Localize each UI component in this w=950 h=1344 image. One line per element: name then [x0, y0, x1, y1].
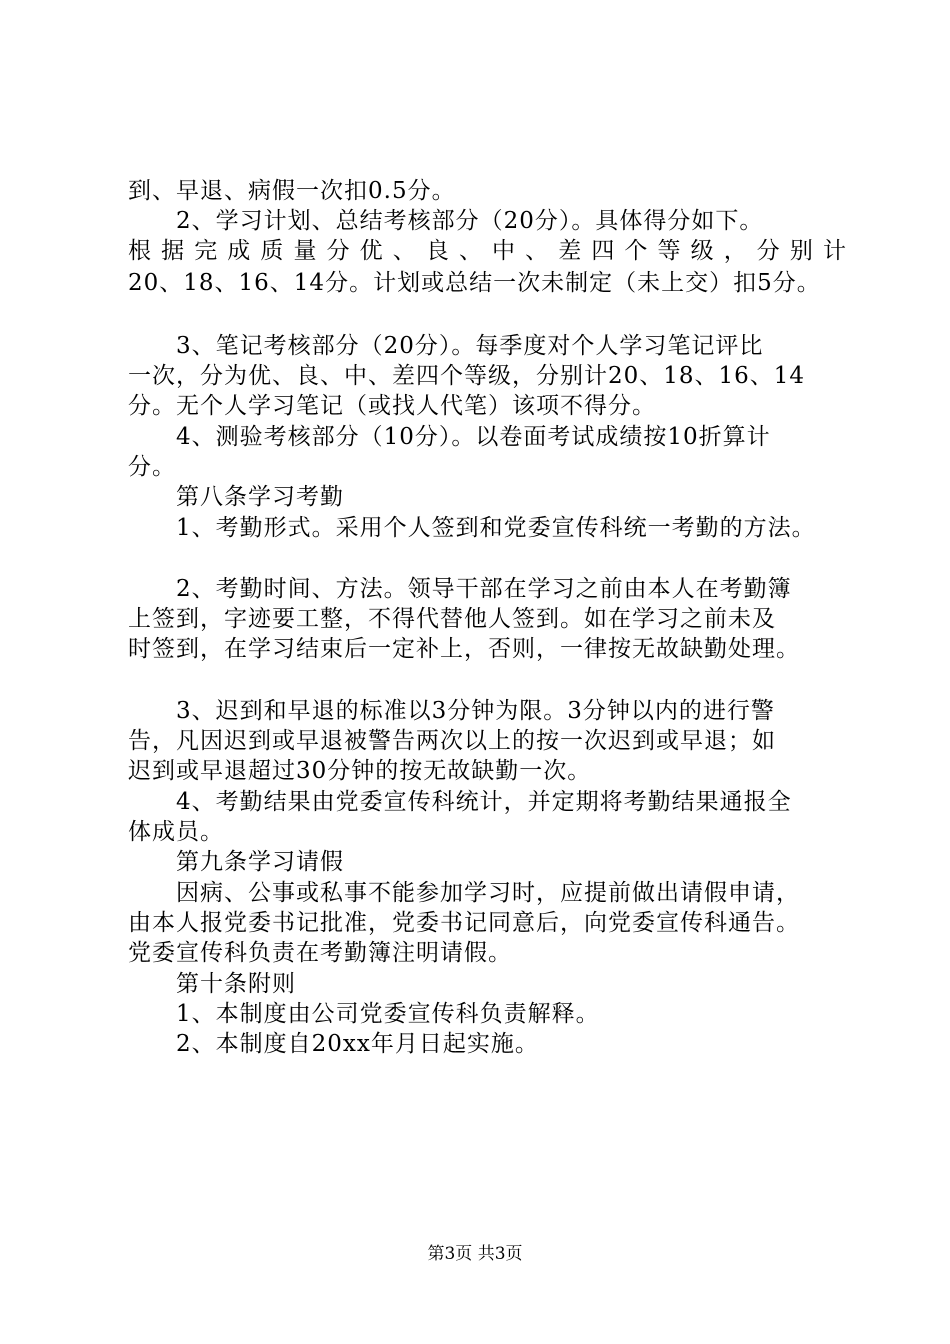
text-line-22: 由本人报党委书记批准，党委书记同意后，向党委宣传科通告。 [128, 910, 800, 936]
text-line-15: 3、迟到和早退的标准以3分钟为限。3分钟以内的进行警 [176, 698, 775, 724]
section-heading-8: 第八条学习考勤 [176, 484, 344, 510]
page-footer: 第3页 共3页 [427, 1244, 523, 1264]
text-line-3: 根据完成质量分优、良、中、差四个等级，分别计 [128, 238, 846, 264]
text-line-6: 一次，分为优、良、中、差四个等级，分别计20、18、16、14 [128, 363, 806, 389]
text-line-26: 2、本制度自20xx年月日起实施。 [176, 1031, 539, 1057]
text-line-25: 1、本制度由公司党委宣传科负责解释。 [176, 1001, 600, 1027]
text-line-11: 1、考勤形式。采用个人签到和党委宣传科统一考勤的方法。 [176, 515, 816, 541]
text-line-23: 党委宣传科负责在考勤簿注明请假。 [128, 940, 512, 966]
text-line-9: 分。 [128, 454, 176, 480]
text-line-1: 到、早退、病假一次扣0.5分。 [128, 178, 456, 204]
text-line-2: 2、学习计划、总结考核部分（20分）。具体得分如下。 [176, 208, 764, 234]
text-line-14: 时签到，在学习结束后一定补上，否则，一律按无故缺勤处理。 [128, 636, 800, 662]
section-heading-10: 第十条附则 [176, 971, 296, 997]
section-heading-9: 第九条学习请假 [176, 849, 344, 875]
text-line-5: 3、笔记考核部分（20分）。每季度对个人学习笔记评比 [176, 333, 764, 359]
text-line-18: 4、考勤结果由党委宣传科统计，并定期将考勤结果通报全 [176, 789, 792, 815]
text-line-16: 告，凡因迟到或早退被警告两次以上的按一次迟到或早退；如 [128, 728, 776, 754]
text-line-13: 上签到，字迹要工整，不得代替他人签到。如在学习之前未及 [128, 606, 776, 632]
text-line-19: 体成员。 [128, 819, 224, 845]
text-line-7: 分。无个人学习笔记（或找人代笔）该项不得分。 [128, 393, 656, 419]
text-line-8: 4、测验考核部分（10分）。以卷面考试成绩按10折算计 [176, 424, 771, 450]
text-line-21: 因病、公事或私事不能参加学习时，应提前做出请假申请， [176, 880, 800, 906]
text-line-4: 20、18、16、14分。计划或总结一次未制定（未上交）扣5分。 [128, 270, 821, 296]
text-line-12: 2、考勤时间、方法。领导干部在学习之前由本人在考勤簿 [176, 576, 792, 602]
text-line-17: 迟到或早退超过30分钟的按无故缺勤一次。 [128, 758, 592, 784]
